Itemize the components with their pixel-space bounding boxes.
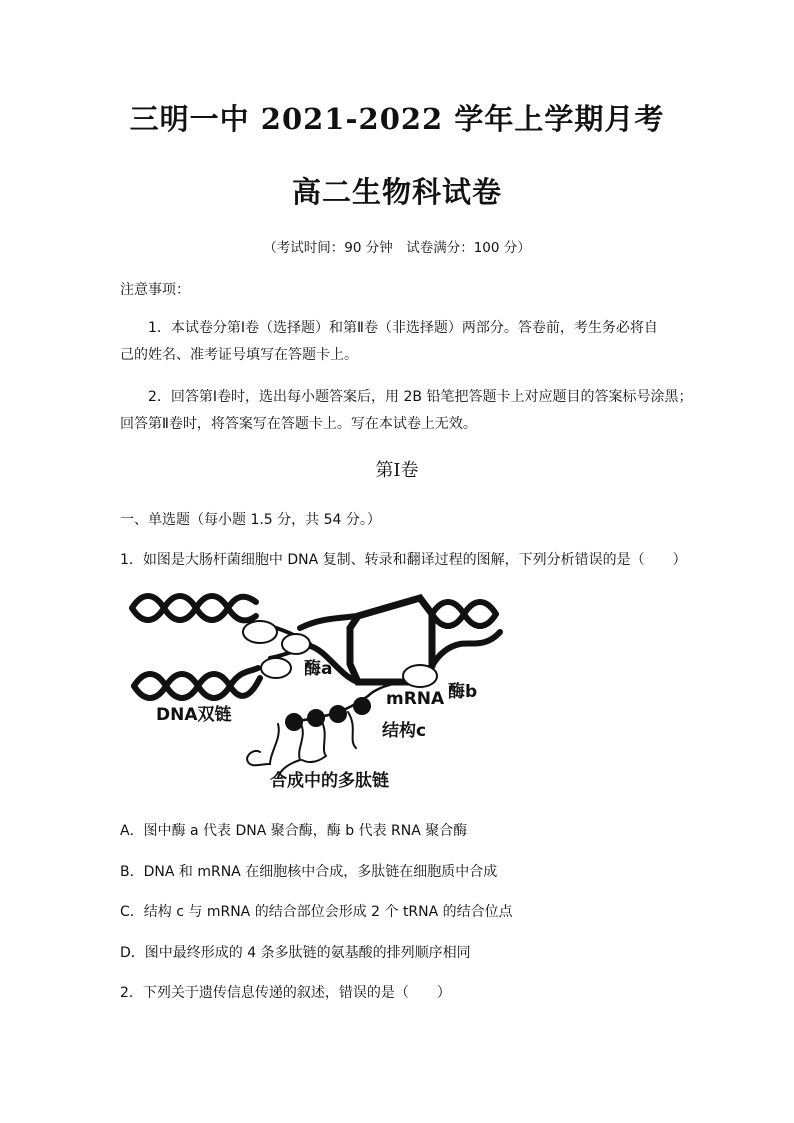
exam-subtitle: 高二生物科试卷 [291, 175, 502, 209]
section-title: 一、单选题（每小题 1.5 分，共 54 分。） [120, 512, 381, 528]
option-b: B．DNA 和 mRNA 在细胞核中合成，多肽链在细胞质中合成 [120, 864, 498, 880]
option-c: C．结构 c 与 mRNA 的结合部位会形成 2 个 tRNA 的结合位点 [120, 904, 513, 920]
ribosome [353, 697, 371, 715]
enzyme-a-low [261, 658, 291, 678]
ribosome [285, 713, 303, 731]
part-title: 第Ⅰ卷 [375, 460, 419, 481]
exam-info: （考试时间：90 分钟 试卷满分：100 分） [263, 240, 531, 256]
note-1-line-1: 1．本试卷分第Ⅰ卷（选择题）和第Ⅱ卷（非选择题）两部分。答卷前，考生务必将自 [148, 320, 658, 336]
label-dna: DNA双链 [156, 705, 232, 725]
option-a: A．图中酶 a 代表 DNA 聚合酶，酶 b 代表 RNA 聚合酶 [120, 823, 468, 839]
note-2-line-1: 2．回答第Ⅰ卷时，选出每小题答案后，用 2B 铅笔把答题卡上对应题目的答案标号涂黑； [148, 389, 693, 405]
question-2-stem: 2．下列关于遗传信息传递的叙述，错误的是（ ） [120, 985, 451, 1001]
dna-helix-top-left [132, 596, 256, 620]
question-1-stem: 1．如图是大肠杆菌细胞中 DNA 复制、转录和翻译过程的图解，下列分析错误的是（ ） [120, 552, 687, 568]
exam-title: 三明一中 2021-2022 学年上学期月考 [129, 102, 665, 136]
dna-helix-right [432, 602, 500, 666]
option-d: D．图中最终形成的 4 条多肽链的氨基酸的排列顺序相同 [120, 945, 471, 961]
label-enzyme-b: 酶b [448, 682, 478, 702]
label-mrna: mRNA [386, 689, 445, 709]
dna-replication-diagram [120, 588, 520, 798]
label-enzyme-a: 酶a [304, 659, 333, 679]
label-polypeptide: 合成中的多肽链 [270, 771, 389, 791]
notes-heading: 注意事项： [120, 282, 190, 298]
note-2-line-2: 回答第Ⅱ卷时，将答案写在答题卡上。写在本试卷上无效。 [120, 416, 477, 432]
enzyme-b [403, 665, 437, 687]
ribosome [307, 709, 325, 727]
label-structure-c: 结构c [382, 721, 427, 741]
enzyme-a-mid [282, 634, 310, 654]
dna-helix-bottom-left [134, 668, 260, 698]
enzyme-a-top [243, 621, 277, 643]
ribosome [329, 705, 347, 723]
note-1-line-2: 己的姓名、准考证号填写在答题卡上。 [120, 347, 358, 363]
